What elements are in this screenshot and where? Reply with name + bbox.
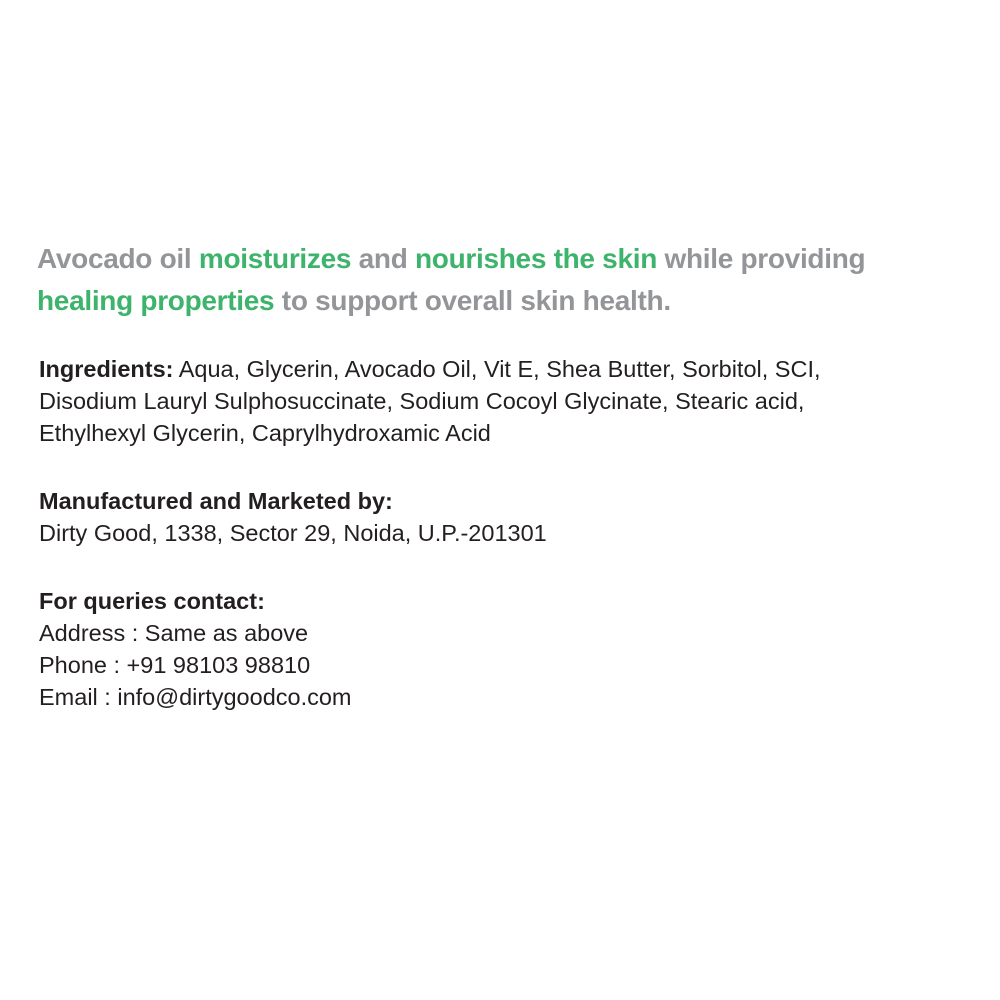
contact-email: Email : info@dirtygoodco.com xyxy=(39,684,352,710)
ingredients-line-2: Disodium Lauryl Sulphosuccinate, Sodium Cocoyl Glycinate, Stearic acid, xyxy=(39,388,805,414)
headline-text: to support overall skin health. xyxy=(274,285,671,316)
ingredients-section xyxy=(39,353,821,449)
headline-line-2 xyxy=(37,280,977,322)
manufacturer-section xyxy=(39,485,547,549)
contact-label: For queries contact: xyxy=(39,588,265,614)
headline-highlight: nourishes the skin xyxy=(415,243,657,274)
headline-highlight: healing properties xyxy=(37,285,275,316)
ingredients-text: Aqua, Glycerin, Avocado Oil, Vit E, Shea Butter, Sorbitol, SCI, xyxy=(173,356,821,382)
headline-text: while providing xyxy=(657,243,866,274)
contact-phone: Phone : +91 98103 98810 xyxy=(39,652,311,678)
manufacturer-address: Dirty Good, 1338, Sector 29, Noida, U.P.-201301 xyxy=(39,520,547,546)
headline-line-1 xyxy=(37,238,977,280)
ingredients-line-3: Ethylhexyl Glycerin, Caprylhydroxamic Acid xyxy=(39,420,491,446)
contact-section xyxy=(39,585,352,713)
headline-highlight: moisturizes xyxy=(198,243,352,274)
manufacturer-label: Manufactured and Marketed by: xyxy=(39,488,393,514)
headline-text: and xyxy=(351,243,415,274)
ingredients-label: Ingredients: xyxy=(39,356,174,382)
contact-address: Address : Same as above xyxy=(39,620,309,646)
headline-text: Avocado oil xyxy=(37,243,199,274)
headline xyxy=(37,238,977,322)
ingredients-line-1 xyxy=(39,353,821,385)
